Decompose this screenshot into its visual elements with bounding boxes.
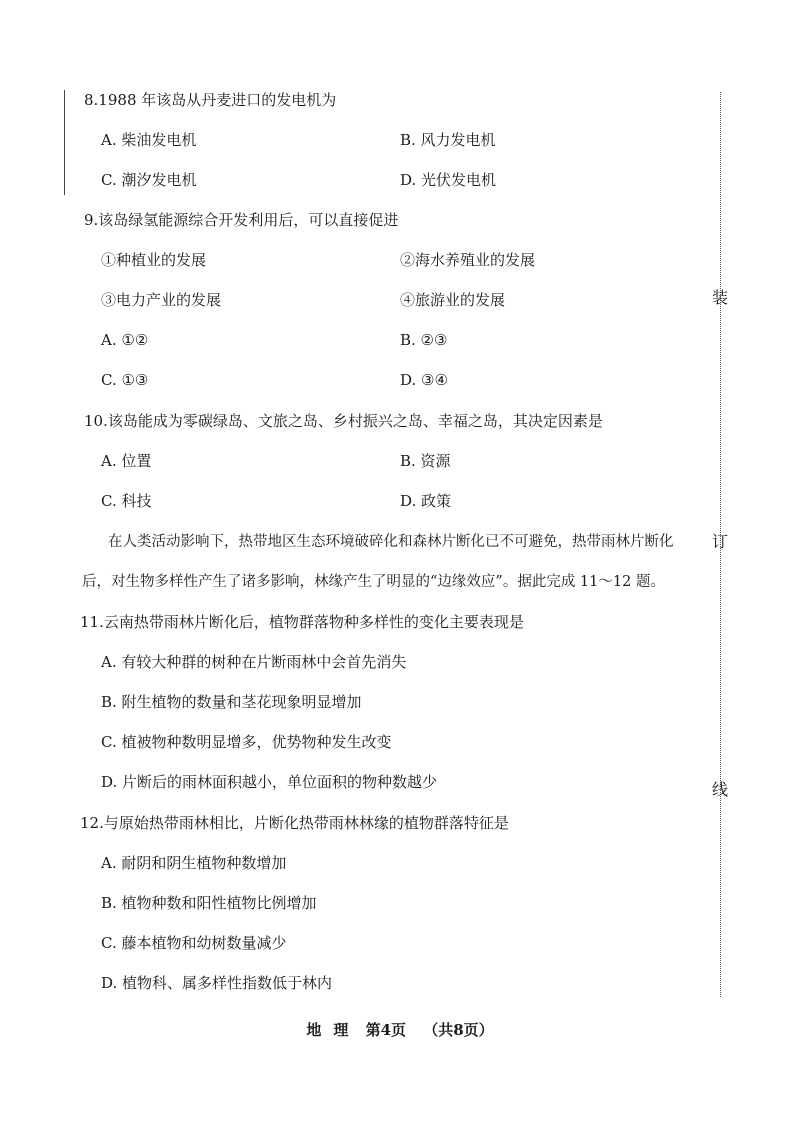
question-9-item-2: ②海水养殖业的发展 (400, 251, 536, 269)
question-11-option-d: D. 片断后的雨林面积越小，单位面积的物种数越少 (101, 773, 438, 791)
question-9-item-4: ④旅游业的发展 (400, 291, 506, 309)
passage-line-1: 在人类活动影响下，热带地区生态环境破碎化和森林片断化已不可避免，热带雨林片断化 (108, 534, 674, 550)
question-12-option-d: D. 植物科、属多样性指数低于林内 (101, 974, 333, 992)
binding-label-ding: 订 (712, 532, 729, 551)
footer-total-pages: （共8页） (423, 1021, 494, 1039)
question-8-option-c: C. 潮汐发电机 (101, 171, 197, 189)
question-10-option-a: A. 位置 (101, 452, 152, 470)
question-10-option-c: C. 科技 (101, 492, 152, 510)
question-9-item-1: ①种植业的发展 (101, 251, 207, 269)
question-9-item-3: ③电力产业的发展 (101, 291, 222, 309)
question-12-option-a: A. 耐阴和阴生植物种数增加 (101, 854, 287, 872)
question-12-option-b: B. 植物种数和阳性植物比例增加 (101, 894, 317, 912)
question-11-option-b: B. 附生植物的数量和茎花现象明显增加 (101, 693, 362, 711)
question-8-stem: 8.1988 年该岛从丹麦进口的发电机为 (84, 91, 337, 109)
question-11-option-c: C. 植被物种数明显增多，优势物种发生改变 (101, 733, 392, 751)
question-8-option-b: B. 风力发电机 (400, 131, 496, 149)
binding-label-xian: 线 (712, 780, 729, 799)
question-11-option-a: A. 有较大种群的树种在片断雨林中会首先消失 (101, 653, 407, 671)
question-12-stem: 12.与原始热带雨林相比，片断化热带雨林林缘的植物群落特征是 (80, 814, 509, 832)
question-10-option-b: B. 资源 (400, 452, 451, 470)
question-9-option-c: C. ①③ (101, 371, 149, 389)
question-10-option-d: D. 政策 (400, 492, 452, 510)
page-footer (0, 1020, 800, 1040)
question-8-option-d: D. 光伏发电机 (400, 171, 497, 189)
question-12-option-c: C. 藤本植物和幼树数量减少 (101, 934, 287, 952)
binding-label-zhuang: 装 (712, 288, 729, 307)
passage-line-2: 后，对生物多样性产生了诸多影响，林缘产生了明显的“边缘效应”。据此完成 11～12 题。 (82, 574, 665, 590)
margin-bar (64, 90, 65, 195)
question-9-option-d: D. ③④ (400, 371, 448, 389)
question-9-option-b: B. ②③ (400, 331, 448, 349)
footer-subject-char-1: 地 (306, 1021, 322, 1039)
footer-subject-char-2: 理 (333, 1021, 349, 1039)
question-8-option-a: A. 柴油发电机 (101, 131, 197, 149)
question-9-stem: 9.该岛绿氢能源综合开发利用后，可以直接促进 (84, 211, 399, 229)
footer-page-number: 第4页 (365, 1021, 407, 1039)
question-10-stem: 10.该岛能成为零碳绿岛、文旅之岛、乡村振兴之岛、幸福之岛，其决定因素是 (84, 412, 603, 430)
question-11-stem: 11.云南热带雨林片断化后，植物群落物种多样性的变化主要表现是 (80, 613, 524, 631)
question-9-option-a: A. ①② (101, 331, 149, 349)
